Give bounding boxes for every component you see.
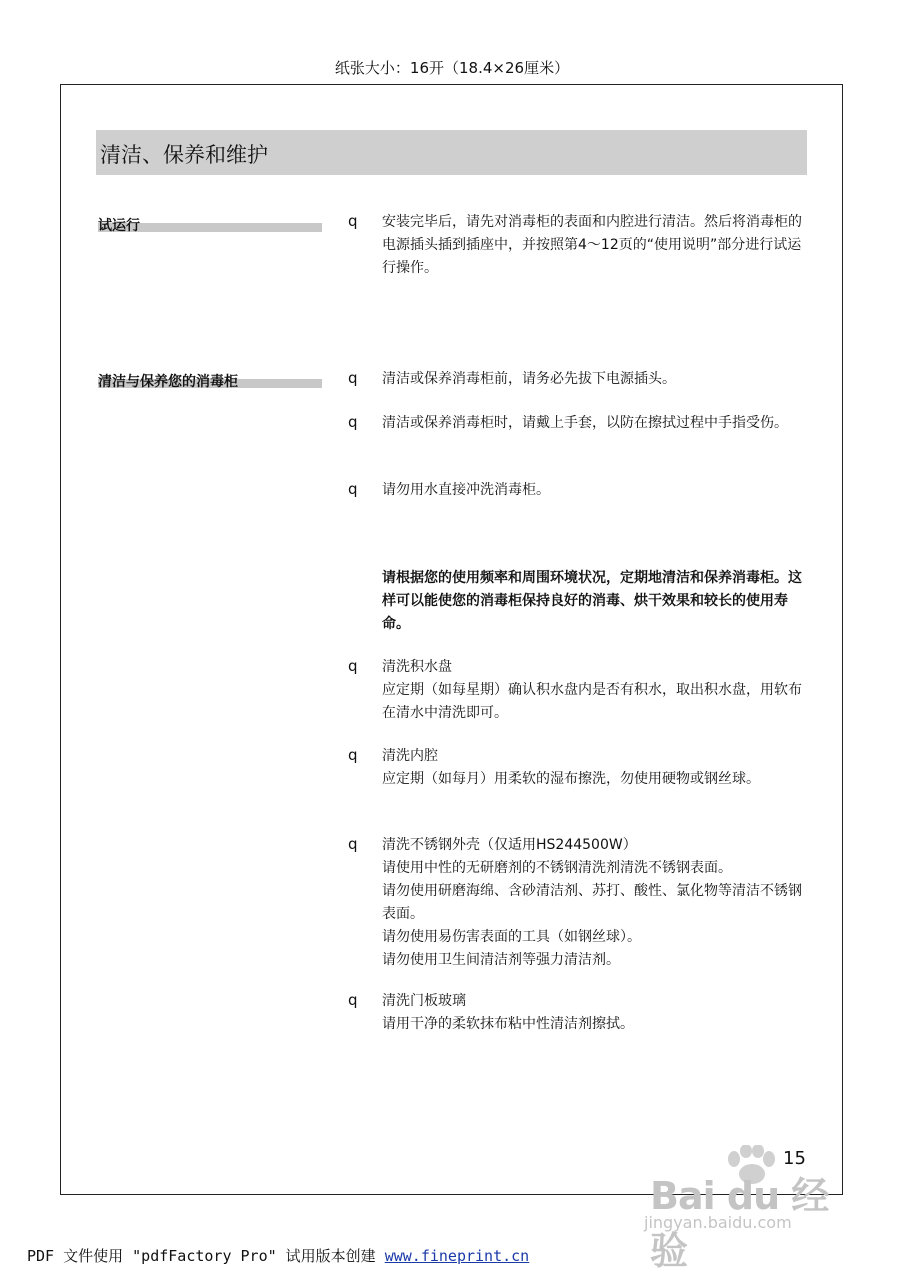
footer-text: PDF 文件使用 "pdfFactory Pro" 试用版本创建	[27, 1247, 385, 1265]
item-line: 请勿使用研磨海绵、含砂清洁剂、苏打、酸性、氯化物等清洁不锈钢表面。	[382, 883, 802, 922]
watermark-url: jingyan.baidu.com	[644, 1213, 792, 1232]
item-title: 清洗积水盘	[382, 659, 452, 675]
bullet-marker: q	[348, 991, 358, 1009]
paper-size-note: 纸张大小：16开（18.4×26厘米）	[334, 59, 570, 77]
item-line: 请勿使用卫生间清洁剂等强力清洁剂。	[382, 952, 620, 968]
section-title-bar	[96, 130, 807, 175]
bullet-marker: q	[348, 212, 358, 230]
cleaning-bullet-1	[382, 368, 802, 391]
label-trial-run	[98, 219, 322, 233]
item-text: 应定期（如每星期）确认积水盘内是否有积水，取出积水盘，用软布在清水中清洗即可。	[382, 682, 802, 721]
label-cleaning	[98, 375, 322, 389]
note-text: 请根据您的使用频率和周围环境状况，定期地清洁和保养消毒柜。这样可以能使您的消毒柜保持良好的消毒、烘干效果和较长的使用寿命。	[382, 570, 802, 632]
bullet-text: 请勿用水直接冲洗消毒柜。	[382, 482, 550, 498]
watermark-brand: Bai du 经验	[650, 1174, 829, 1273]
cleaning-bullet-2	[382, 412, 802, 435]
item-title: 清洗内腔	[382, 748, 438, 764]
trial-run-paragraph	[382, 211, 802, 280]
pdf-footer	[27, 1245, 529, 1266]
item-line: 请使用中性的无研磨剂的不锈钢清洗剂清洗不锈钢表面。	[382, 860, 732, 876]
bullet-marker: q	[348, 657, 358, 675]
page-number: 15	[783, 1148, 806, 1169]
baidu-watermark	[640, 1145, 850, 1273]
clean-tray-item	[382, 656, 802, 725]
cleaning-bullet-3	[382, 479, 802, 502]
bullet-marker: q	[348, 480, 358, 498]
maintenance-note	[382, 567, 802, 636]
label-trial-run-text: 试运行	[98, 218, 140, 234]
clean-cavity-item	[382, 745, 802, 791]
footer-link[interactable]: www.fineprint.cn	[384, 1247, 530, 1265]
item-line: 请勿使用易伤害表面的工具（如钢丝球）。	[382, 929, 641, 945]
item-title: 清洗门板玻璃	[382, 993, 466, 1009]
bullet-marker: q	[348, 746, 358, 764]
bullet-marker: q	[348, 413, 358, 431]
bullet-text: 清洁或保养消毒柜时，请戴上手套，以防在擦拭过程中手指受伤。	[382, 415, 788, 431]
section-title: 清洁、保养和维护	[100, 143, 268, 167]
label-cleaning-text: 清洁与保养您的消毒柜	[98, 374, 238, 390]
trial-run-text: 安装完毕后，请先对消毒柜的表面和内腔进行清洁。然后将消毒柜的电源插头插到插座中，并按照第4～12页的“使用说明”部分进行试运行操作。	[382, 214, 802, 276]
bullet-marker: q	[348, 369, 358, 387]
item-title: 清洗不锈钢外壳（仅适用HS244500W）	[382, 837, 637, 853]
clean-glass-item	[382, 990, 802, 1036]
bullet-text: 清洁或保养消毒柜前，请务必先拔下电源插头。	[382, 371, 676, 387]
bullet-marker: q	[348, 835, 358, 853]
clean-shell-item	[382, 834, 802, 972]
item-text: 应定期（如每月）用柔软的湿布擦洗，勿使用硬物或钢丝球。	[382, 771, 760, 787]
item-text: 请用干净的柔软抹布粘中性清洁剂擦拭。	[382, 1016, 634, 1032]
